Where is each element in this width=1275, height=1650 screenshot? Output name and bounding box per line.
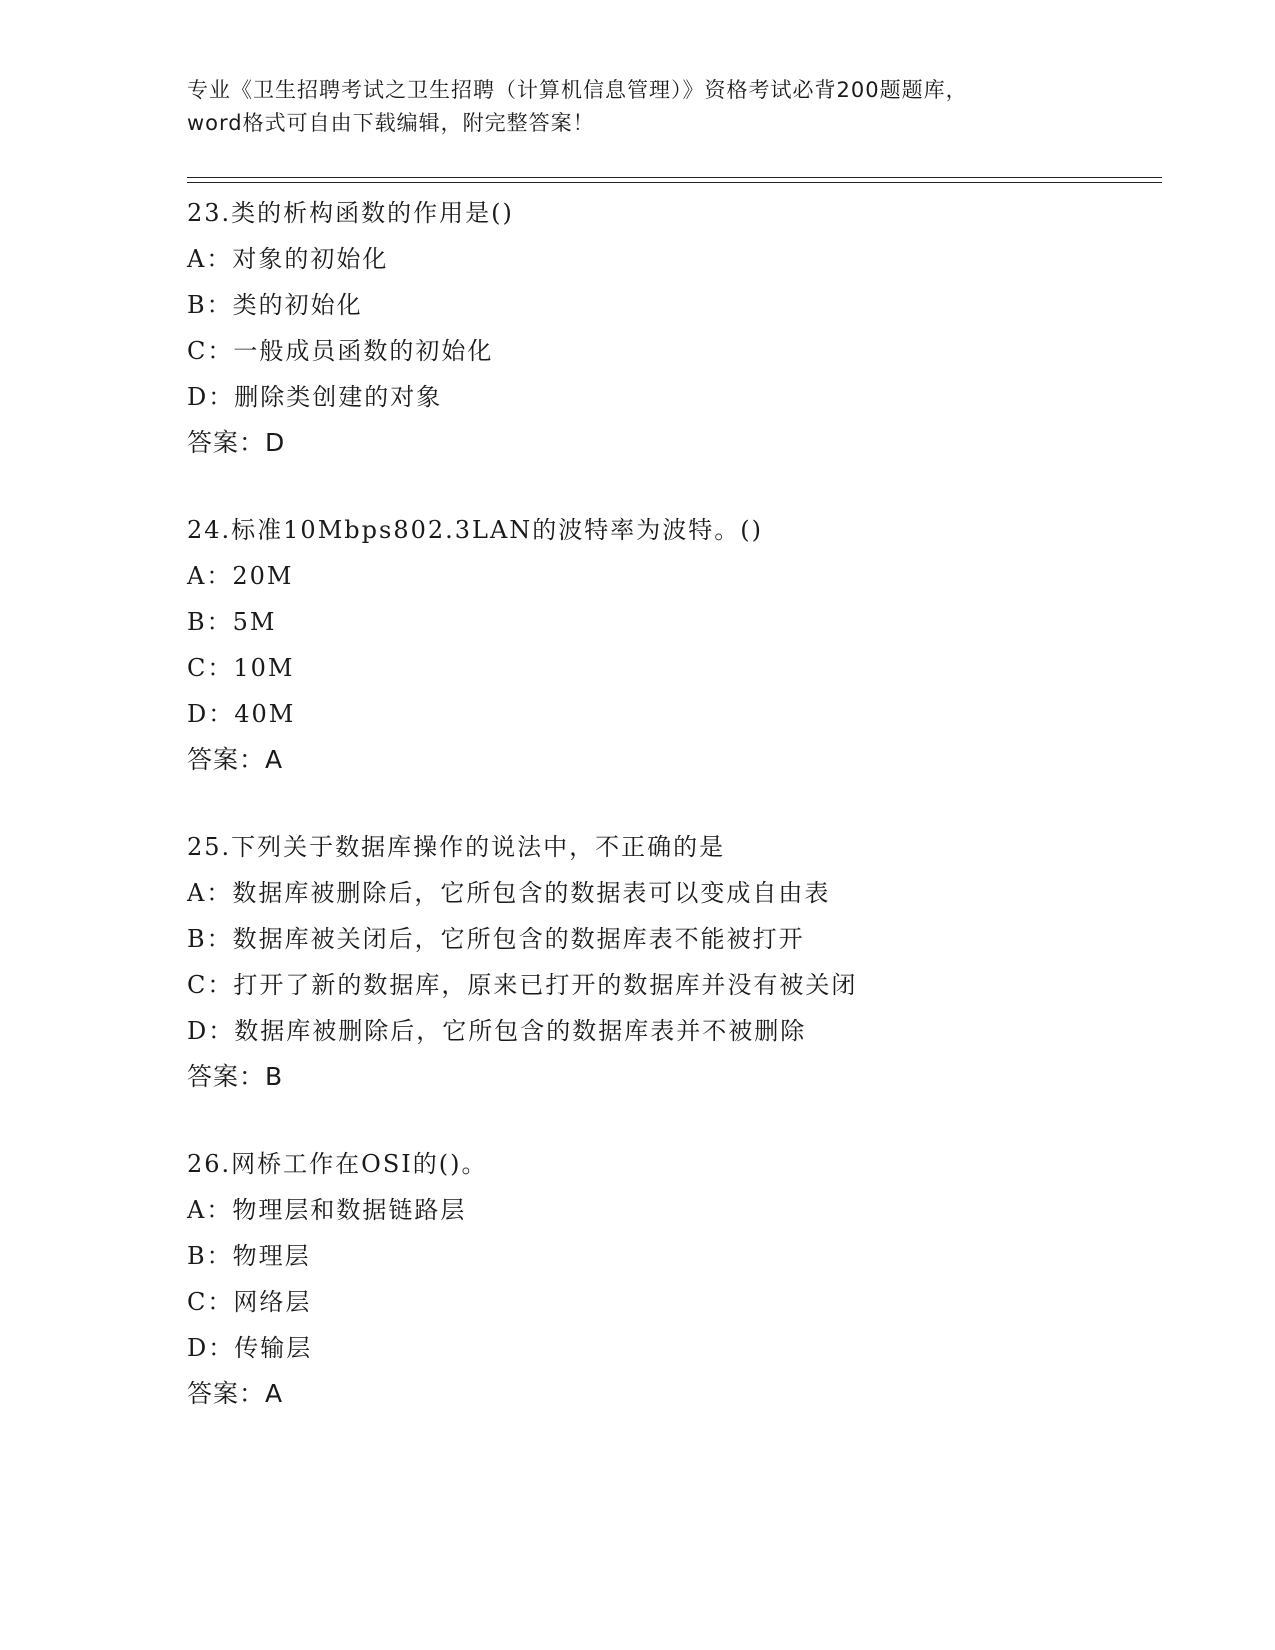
option-d: D：删除类创建的对象 bbox=[187, 383, 443, 411]
option-a: A：对象的初始化 bbox=[187, 245, 389, 273]
header-divider-top bbox=[187, 177, 1162, 178]
option-b: B：物理层 bbox=[187, 1242, 311, 1270]
option-d: D：数据库被删除后，它所包含的数据库表并不被删除 bbox=[187, 1017, 807, 1045]
option-c: C：10M bbox=[187, 654, 295, 682]
question-24 bbox=[187, 507, 1147, 783]
answer: 答案：B bbox=[187, 1062, 284, 1091]
header-line-1: 专业《卫生招聘考试之卫生招聘（计算机信息管理）》资格考试必背200题题库， bbox=[187, 78, 968, 102]
question-stem: 23.类的析构函数的作用是() bbox=[187, 199, 514, 227]
header-line-2: word格式可自由下载编辑，附完整答案！ bbox=[187, 111, 595, 135]
option-b: B：类的初始化 bbox=[187, 291, 363, 319]
question-23 bbox=[187, 190, 1147, 466]
option-c: C：网络层 bbox=[187, 1288, 312, 1316]
option-a: A：20M bbox=[187, 562, 294, 590]
answer: 答案：A bbox=[187, 745, 284, 774]
question-stem: 25.下列关于数据库操作的说法中，不正确的是 bbox=[187, 833, 726, 861]
answer: 答案：D bbox=[187, 428, 286, 457]
answer: 答案：A bbox=[187, 1379, 284, 1408]
option-a: A：物理层和数据链路层 bbox=[187, 1196, 467, 1224]
question-list bbox=[187, 190, 1147, 1458]
header-divider-bottom bbox=[187, 182, 1162, 183]
option-d: D：传输层 bbox=[187, 1334, 313, 1362]
option-c: C：打开了新的数据库，原来已打开的数据库并没有被关闭 bbox=[187, 971, 858, 999]
option-d: D：40M bbox=[187, 700, 296, 728]
question-stem: 24.标准10Mbps802.3LAN的波特率为波特。() bbox=[187, 516, 764, 544]
option-c: C：一般成员函数的初始化 bbox=[187, 337, 494, 365]
option-b: B：5M bbox=[187, 608, 277, 636]
question-26 bbox=[187, 1141, 1147, 1417]
question-stem: 26.网桥工作在OSI的()。 bbox=[187, 1150, 488, 1178]
document-header bbox=[187, 74, 1087, 140]
option-b: B：数据库被关闭后，它所包含的数据库表不能被打开 bbox=[187, 925, 805, 953]
question-25 bbox=[187, 824, 1147, 1100]
option-a: A：数据库被删除后，它所包含的数据表可以变成自由表 bbox=[187, 879, 831, 907]
